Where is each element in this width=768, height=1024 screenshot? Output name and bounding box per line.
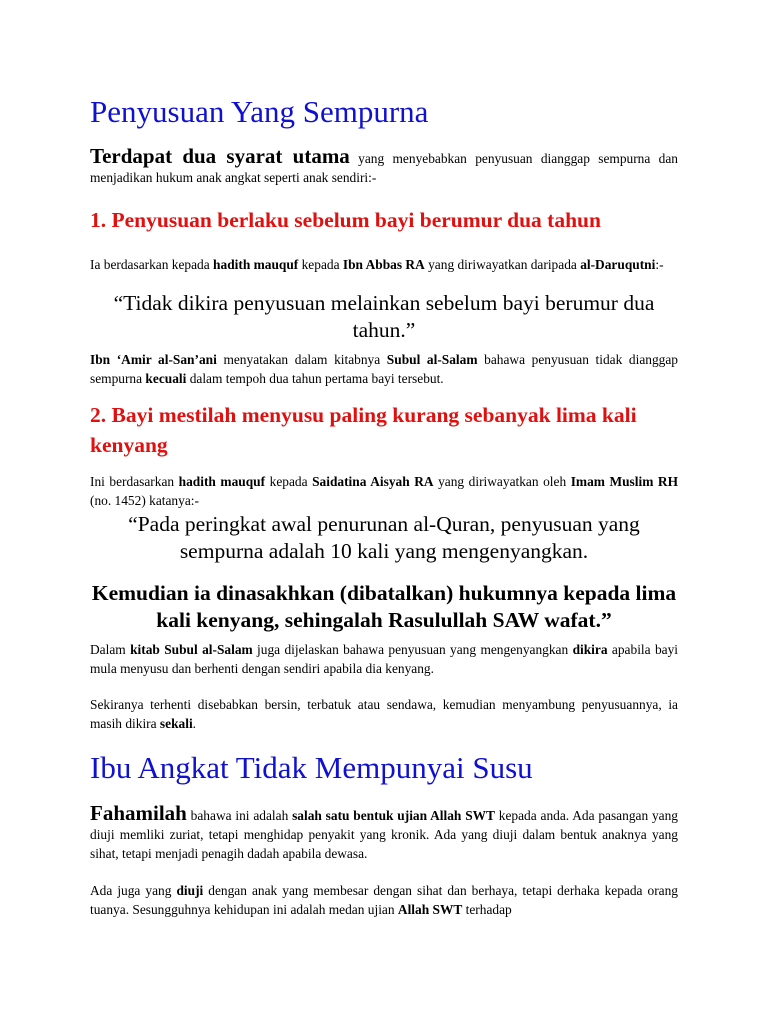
section-title-penyusuan: Penyusuan Yang Sempurna bbox=[90, 94, 429, 129]
condition-1-quote: “Tidak dikira penyusuan melainkan sebelum bayi berumur dua tahun.” bbox=[113, 291, 655, 342]
condition-2-paragraph-2: Dalam kitab Subul al-Salam juga dijelaskan bahawa penyusuan yang mengenyangkan dikira apabila bayi mula menyusu dan berhenti dengan sendiri apabila dia kenyang. bbox=[90, 642, 679, 676]
condition-2-heading: 2. Bayi mestilah menyusu paling kurang sebanyak lima kali kenyang bbox=[90, 403, 637, 457]
condition-1-paragraph-1: Ia berdasarkan kepada hadith mauquf kepada Ibn Abbas RA yang diriwayatkan daripada al-Daruqutni:- bbox=[90, 257, 664, 272]
condition-2-quote-2: Kemudian ia dinasakhkan (dibatalkan) hukumnya kepada lima kali kenyang, sehingalah Rasulullah SAW wafat.” bbox=[91, 581, 677, 632]
condition-1-paragraph-2: Ibn ‘Amir al-San’ani menyatakan dalam kitabnya Subul al-Salam bahawa penyusuan tidak dianggap sempurna kecuali dalam tempoh dua tahun pertama bayi tersebut. bbox=[90, 352, 678, 386]
intro-paragraph bbox=[90, 144, 678, 187]
intro-lead: Terdapat dua syarat utama bbox=[90, 144, 350, 168]
condition-2-paragraph-1: Ini berdasarkan hadith mauquf kepada Saidatina Aisyah RA yang diriwayatkan oleh Imam Muslim RH (no. 1452) katanya:- bbox=[90, 474, 678, 508]
condition-2-paragraph-3: Sekiranya terhenti disebabkan bersin, terbatuk atau sendawa, kemudian menyambung penyusuannya, ia masih dikira sekali. bbox=[90, 697, 678, 731]
ibu-angkat-paragraph-1: Fahamilah bahawa ini adalah salah satu bentuk ujian Allah SWT kepada anda. Ada pasangan yang diuji memliki zuriat, tetapi menghidap penyakit yang kronik. Ada yang diuji dalam bentuk anaknya yang sihat, tetapi menjadi penagih dadah apabila dewasa. bbox=[90, 801, 678, 861]
ibu-angkat-paragraph-2: Ada juga yang diuji dengan anak yang membesar dengan sihat dan berhaya, tetapi derhaka kepada orang tuanya. Sesungguhnya kehidupan ini adalah medan ujian Allah SWT terhadap bbox=[90, 883, 679, 917]
condition-2-quote-1: “Pada peringkat awal penurunan al-Quran, penyusuan yang sempurna adalah 10 kali yang mengenyangkan. bbox=[128, 512, 640, 563]
condition-1-heading: 1. Penyusuan berlaku sebelum bayi berumur dua tahun bbox=[90, 208, 601, 232]
ibu-angkat-lead: Fahamilah bbox=[90, 801, 187, 825]
intro-text: yang menyebabkan penyusuan dianggap sempurna dan menjadikan hukum anak angkat seperti anak sendiri:- bbox=[90, 151, 678, 185]
section-title-ibu-angkat: Ibu Angkat Tidak Mempunyai Susu bbox=[90, 750, 533, 785]
